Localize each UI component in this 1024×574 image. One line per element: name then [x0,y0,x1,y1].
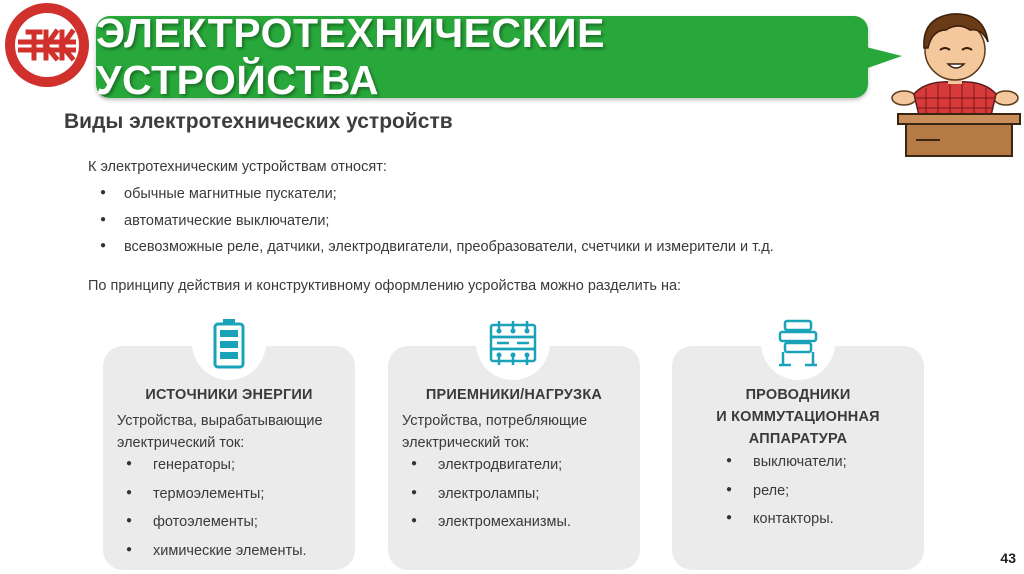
card-description [117,410,347,454]
battery-icon-badge [192,306,266,380]
list-item: ● всевозможные реле, датчики, электродвигатели, преобразователи, счетчики и измерители и т.д. [88,239,774,266]
switchgear-icon-badge [761,306,835,380]
card-title-line: И КОММУТАЦИОННАЯ [716,409,880,425]
card-bullet-list [117,457,307,571]
list-item: ● контакторы. [717,511,847,540]
battery-icon [209,317,249,369]
card-description-line: электрический ток: [402,435,530,451]
circuit-board-icon-badge [476,306,550,380]
page-title: ЭЛЕКТРОТЕХНИЧЕСКИЕ УСТРОЙСТВА [96,10,605,103]
card-description-line: электрический ток: [117,435,245,451]
list-item: ● электролампы; [402,486,571,515]
list-item: ● выключатели; [717,454,847,483]
list-item: ● автоматические выключатели; [88,213,774,240]
card-description [402,410,632,454]
logo [4,2,90,88]
list-item: ● химические элементы. [117,543,307,572]
card-bullet-list [402,457,571,543]
intro-text: К электротехническим устройствам относят: [88,159,387,175]
card-description-line: Устройства, потребляющие [402,413,588,429]
list-item: ● электромеханизмы. [402,514,571,543]
list-item: ● термоэлементы; [117,486,307,515]
list-item: ● генераторы; [117,457,307,486]
classification-text: По принципу действия и конструктивному оформлению усройства можно разделить на: [88,278,682,294]
list-item: ● электродвигатели; [402,457,571,486]
title-banner [96,10,868,103]
list-item: ● обычные магнитные пускатели; [88,186,774,213]
card-title-line: ПРОВОДНИКИ [745,387,851,403]
list-item: ● фотоэлементы; [117,514,307,543]
card-description-line: Устройства, вырабатывающие [117,413,323,429]
card-title [672,384,924,450]
page-number: 43 [1000,550,1016,566]
intro-bullet-list [88,186,774,266]
section-subtitle: Виды электротехнических устройств [64,110,453,133]
card-title-line: АППАРАТУРА [748,431,848,447]
circuit-board-icon [487,319,539,367]
teacher-character-illustration [886,2,1024,160]
card-title: ПРИЕМНИКИ/НАГРУЗКА [425,387,603,403]
switchgear-icon [775,318,821,368]
card-bullet-list [717,454,847,540]
card-title: ИСТОЧНИКИ ЭНЕРГИИ [145,387,313,403]
list-item: ● реле; [717,483,847,512]
